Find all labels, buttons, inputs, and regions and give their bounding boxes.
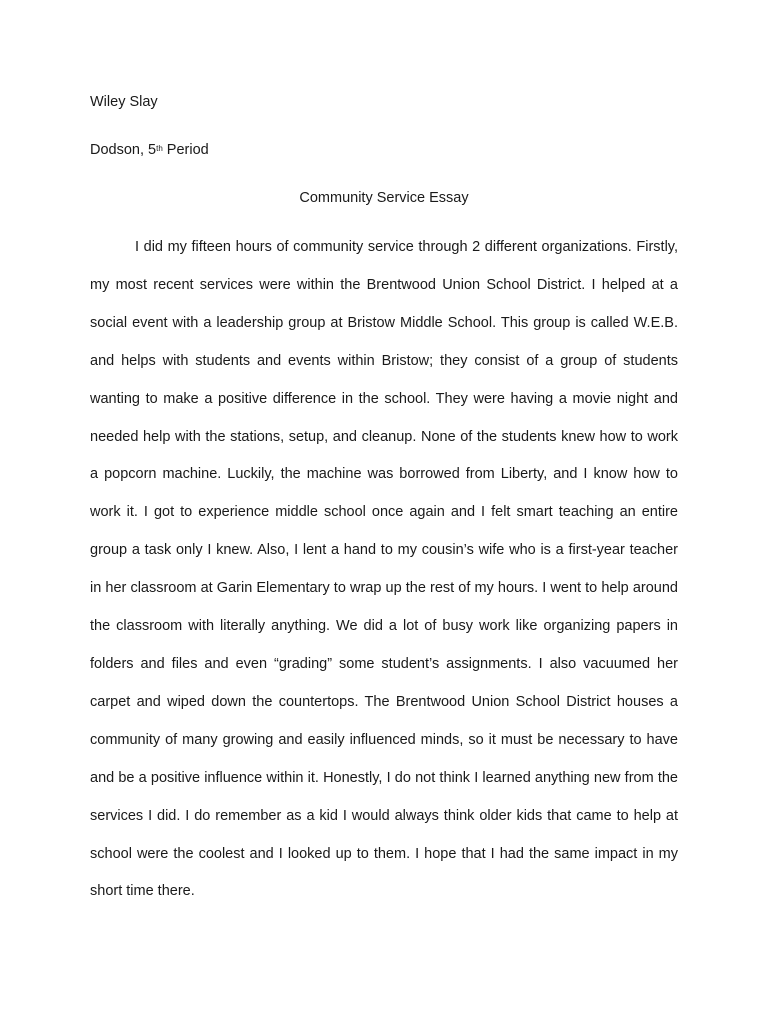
essay-title: Community Service Essay bbox=[299, 190, 469, 206]
teacher-period-line bbox=[90, 140, 209, 160]
period-word: Period bbox=[162, 142, 209, 158]
teacher-period-prefix: Dodson, 5 bbox=[90, 142, 157, 158]
author-name: Wiley Slay bbox=[90, 94, 158, 110]
essay-paragraph: I did my fifteen hours of community service through 2 different organizations. Firstly, my most recent services were within the Brentwood Union School District. I helped at a social event with a leadership group at Bristow Middle School. This group is called W.E.B. and helps with students and events within Bristow; they consist of a group of students wanting to make a positive difference in the school. They were having a movie night and needed help with the stations, setup, and cleanup. None of the students knew how to work a popcorn machine. Luckily, the machine was borrowed from Liberty, and I know how to work it. I got to experience middle school once again and I felt smart teaching an entire group a task only I knew. Also, I lent a hand to my cousin’s wife who is a first-year teacher in her classroom at Garin Elementary to wrap up the rest of my hours. I went to help around the classroom with literally anything. We did a lot of busy work like organizing papers in folders and files and even “grading” some student’s assignments. I also vacuumed her carpet and wiped down the countertops. The Brentwood Union School District houses a community of many growing and easily influenced minds, so it must be necessary to have and be a positive influence within it. Honestly, I do not think I learned anything new from the services I did. I do remember as a kid I would always think older kids that came to help at school were the coolest and I looked up to them. I hope that I had the same impact in my short time there. bbox=[90, 239, 678, 900]
period-ordinal-suffix: th bbox=[156, 144, 163, 153]
